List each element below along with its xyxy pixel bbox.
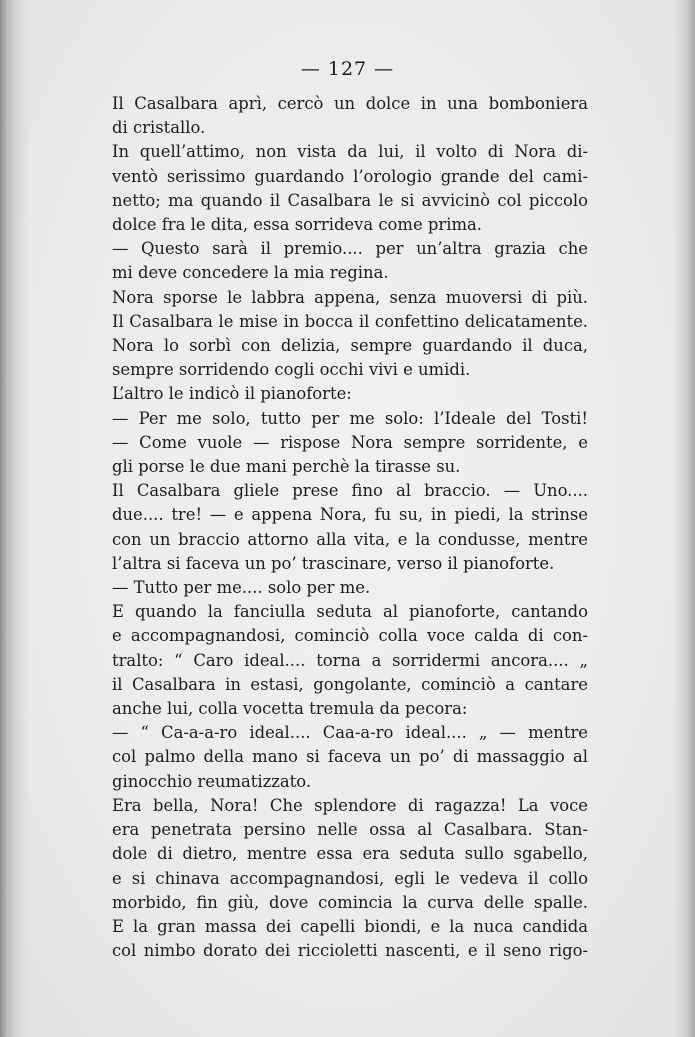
text-line: tralto: “ Caro ideal.... torna a sorridermi ancora.... „	[112, 650, 588, 670]
text-line: — Come vuole — rispose Nora sempre sorridente, e	[112, 432, 588, 452]
text-line: netto; ma quando il Casalbara le si avvicinò col piccolo	[112, 190, 588, 210]
text-line: — “ Ca-a-a-ro ideal.... Caa-a-ro ideal.... „ — mentre	[112, 723, 588, 743]
text-line: con un braccio attorno alla vita, e la condusse, mentre	[112, 529, 588, 549]
text-line: mi deve concedere la mia regina.	[112, 263, 389, 283]
text-line: col nimbo dorato dei riccioletti nascenti, e il seno rigo-	[112, 941, 588, 961]
body-text	[112, 92, 588, 963]
text-line: di cristallo.	[112, 118, 206, 138]
text-line: ginocchio reumatizzato.	[112, 771, 312, 791]
text-line: morbido, fin giù, dove comincia la curva delle spalle.	[112, 892, 588, 912]
page-left-edge-shadow	[0, 0, 30, 1037]
text-line: L’altro le indicò il pianoforte:	[112, 384, 352, 404]
text-line: dole di dietro, mentre essa era seduta sullo sgabello,	[112, 844, 588, 864]
text-line: Il Casalbara gliele prese fino al braccio. — Uno....	[112, 481, 588, 501]
text-line: Il Casalbara le mise in bocca il confettino delicatamente.	[112, 311, 588, 331]
text-line: anche lui, colla vocetta tremula da pecora:	[112, 699, 468, 719]
text-line: gli porse le due mani perchè la tirasse su.	[112, 457, 461, 477]
text-line: era penetrata persino nelle ossa al Casalbara. Stan-	[112, 820, 588, 840]
text-line: E la gran massa dei capelli biondi, e la nuca candida	[112, 916, 588, 936]
text-line: E quando la fanciulla seduta al pianoforte, cantando	[112, 602, 588, 622]
text-line: e accompagnandosi, cominciò colla voce calda di con-	[112, 626, 588, 646]
text-line: — Per me solo, tutto per me solo: l’Ideale del Tosti!	[112, 408, 588, 428]
text-line: Nora sporse le labbra appena, senza muoversi di più.	[112, 287, 588, 307]
text-line: Il Casalbara aprì, cercò un dolce in una bomboniera	[112, 94, 588, 113]
text-line: col palmo della mano si faceva un po’ di massaggio al	[112, 747, 588, 767]
text-line: Era bella, Nora! Che splendore di ragazza! La voce	[112, 795, 588, 815]
text-line: — Tutto per me.... solo per me.	[112, 578, 371, 598]
text-line: Nora lo sorbì con delizia, sempre guardando il duca,	[112, 336, 588, 356]
text-line: e si chinava accompagnandosi, egli le vedeva il collo	[112, 868, 588, 888]
text-line: ventò serissimo guardando l’orologio grande del cami-	[112, 166, 588, 186]
text-line: l’altra si faceva un po’ trascinare, verso il pianoforte.	[112, 553, 555, 573]
page-right-edge-shadow	[673, 0, 695, 1037]
text-line: In quell’attimo, non vista da lui, il volto di Nora di-	[112, 142, 588, 162]
page-number: — 127 —	[300, 58, 395, 80]
text-line: — Questo sarà il premio.... per un’altra grazia che	[112, 239, 588, 259]
text-line: due.... tre! — e appena Nora, fu su, in piedi, la strinse	[112, 505, 588, 525]
text-line: dolce fra le dita, essa sorrideva come prima.	[112, 215, 482, 235]
text-line: sempre sorridendo cogli occhi vivi e umidi.	[112, 360, 471, 380]
text-line: il Casalbara in estasi, gongolante, cominciò a cantare	[112, 674, 588, 694]
